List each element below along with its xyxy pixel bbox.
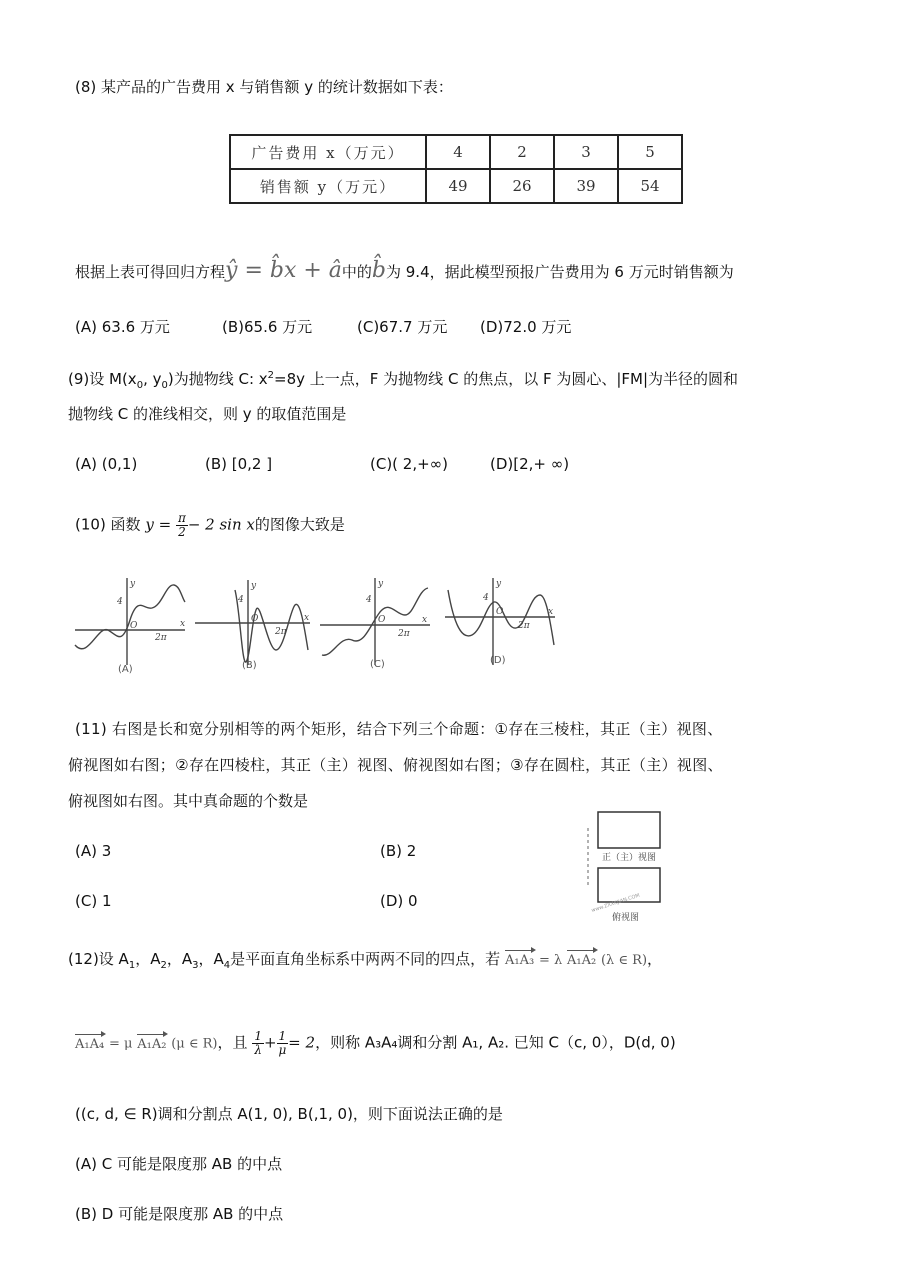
graph-b-origin: O	[251, 614, 259, 624]
q12-line1: (12)设 $A_1$，$A_2$，$A_3$，$A_4$是平面直角坐标系中两两不同的四点，若 A₁A₃ = λ A₁A₂ (λ ∈ R)，	[68, 950, 663, 971]
graph-d-y-label: y	[496, 579, 502, 589]
q11-line1: (11) 右图是长和宽分别相等的两个矩形，结合下列三个命题：①存在三棱柱，其正（主）视图、	[75, 720, 723, 738]
graph-a-origin: O	[130, 621, 138, 631]
graph-d-twopi: 2π	[518, 621, 530, 631]
subscript: 0	[136, 380, 144, 391]
q9-option-a: (A) (0,1)	[75, 455, 138, 473]
pi-over-2-fraction	[176, 512, 188, 538]
graph-d-caption: (D)	[490, 655, 506, 666]
graph-a-y-label: y	[130, 579, 136, 589]
graph-b-curve	[235, 590, 308, 662]
graph-c-x-label: x	[422, 615, 428, 625]
subscript: 3	[192, 960, 199, 971]
graph-b-x-label: x	[304, 613, 310, 623]
q11-option-c: (C) 1	[75, 892, 112, 910]
text-span: ，	[135, 950, 151, 968]
q11-view-figure	[582, 808, 672, 928]
text-span: =8y 上一点，F 为抛物线 C 的焦点，以 F 为圆心、|FM|为半径的圆和	[274, 370, 739, 388]
text-span: ，	[647, 950, 663, 968]
q12-line2: A₁A₄ = μ A₁A₂ (μ ∈ R)，且 $\frac{1}{\lambda}$ + $\frac{1}{\mu}$ = 2，则称 A₃A₄调和分割 A₁, A₂. 已知 C（c, 0），D(d, 0)	[75, 1029, 676, 1057]
q12-line3: ((c, d, ∈ R)调和分割点 A(1, 0), B(,1, 0)，则下面说法正确的是	[75, 1105, 503, 1123]
graph-a-four: 4	[117, 597, 123, 607]
q10-graphs	[70, 570, 560, 675]
graph-c-origin: O	[378, 615, 386, 625]
q11-option-b: (B) 2	[380, 842, 417, 860]
subscript: 0	[161, 380, 168, 391]
vector-a1a2: A₁A₂	[567, 953, 597, 968]
fraction-numerator: 1	[278, 1029, 287, 1043]
math-text: = λ	[538, 953, 563, 968]
table-cell: 49	[426, 169, 490, 203]
text-span: 中的	[341, 263, 372, 281]
q10-stem	[75, 512, 345, 538]
q8-option-c: (C)67.7 万元	[357, 318, 448, 336]
q8-option-b: (B)65.6 万元	[222, 318, 313, 336]
graph-a-curve	[75, 585, 185, 649]
q9-option-b: (B) [0,2 ]	[205, 455, 273, 473]
q11-line2: 俯视图如右图；②存在四棱柱，其正（主）视图、俯视图如右图；③存在圆柱，其正（主）视图、	[68, 756, 723, 774]
text-span: (9)设 M(x	[68, 370, 137, 388]
graph-b-y-label: y	[251, 581, 257, 591]
one-over-mu	[277, 1030, 289, 1056]
text-span: 根据上表可得回归方程	[75, 263, 226, 281]
graph-c-y-label: y	[378, 579, 384, 589]
superscript: 2	[267, 370, 275, 381]
one-over-lambda	[252, 1030, 264, 1056]
top-view-label: 俯视图	[612, 913, 640, 923]
watermark-text: www.ZXXKJIAN.COM	[590, 892, 641, 914]
graph-b-twopi: 2π	[275, 627, 287, 637]
fraction-numerator: 1	[254, 1029, 262, 1043]
q11-option-a: (A) 3	[75, 842, 112, 860]
front-view-rect	[598, 812, 660, 848]
text-span: 是平面直角坐标系中两两不同的四点，若	[230, 950, 501, 968]
table-header-cell: 广告费用 x（万元）	[230, 135, 426, 169]
q12-option-a: (A) C 可能是限度那 AB 的中点	[75, 1155, 283, 1173]
text-span: ，且	[217, 1033, 248, 1052]
table-row	[230, 135, 682, 169]
math-text: = 2	[288, 1033, 316, 1052]
graph-b-four: 4	[238, 595, 244, 605]
math-text: (λ ∈ R)	[600, 953, 648, 968]
q9-option-c: (C)( 2,+∞)	[370, 455, 449, 473]
graph-c-twopi: 2π	[398, 629, 410, 639]
q8-option-d: (D)72.0 万元	[480, 318, 572, 336]
graph-d-four: 4	[483, 593, 489, 603]
text-span: ，则称 A₃A₄调和分割 A₁, A₂. 已知 C（c, 0），D(d, 0)	[315, 1033, 676, 1052]
table-cell: 3	[554, 135, 618, 169]
table-header-cell: 销售额 y（万元）	[230, 169, 426, 203]
graph-b-caption: (B)	[242, 660, 257, 671]
q11-line3: 俯视图如右图。其中真命题的个数是	[68, 792, 309, 810]
subscript: 1	[128, 960, 136, 971]
text-span: 为 9.4，据此模型预报广告费用为 6 万元时销售额为	[386, 263, 734, 281]
fraction-numerator: π	[177, 511, 186, 525]
graph-a-twopi: 2π	[155, 633, 167, 643]
table-cell: 39	[554, 169, 618, 203]
fraction-denominator: μ	[278, 1042, 287, 1057]
q9-line2: 抛物线 C 的准线相交，则 y 的取值范围是	[68, 405, 347, 423]
fraction-denominator: λ	[254, 1042, 262, 1057]
math-text: (μ ∈ R)	[171, 1036, 218, 1052]
graph-d-origin: O	[496, 607, 504, 617]
b-hat-symbol: b̂	[371, 258, 386, 283]
text-span: ，	[198, 950, 214, 968]
text-span: (10) 函数	[75, 515, 141, 534]
regression-equation: ŷ = b̂x + â	[225, 258, 342, 283]
q8-data-table	[229, 134, 683, 204]
math-text: y =	[145, 515, 172, 534]
table-cell: 26	[490, 169, 554, 203]
vector-a1a4: A₁A₄	[75, 1036, 105, 1052]
text-span: 的图像大致是	[254, 515, 345, 534]
text-span: )为抛物线 C: x	[167, 370, 268, 388]
graph-a-caption: (A)	[118, 664, 133, 675]
table-row	[230, 169, 682, 203]
q12-option-b: (B) D 可能是限度那 AB 的中点	[75, 1205, 284, 1223]
graph-d-x-label: x	[548, 607, 554, 617]
text-span: , y	[143, 370, 162, 388]
table-cell: 5	[618, 135, 682, 169]
table-cell: 54	[618, 169, 682, 203]
math-text: − 2 sin x	[187, 515, 255, 534]
vector-a1a2: A₁A₂	[137, 1036, 167, 1052]
table-cell: 2	[490, 135, 554, 169]
text-span: (12)设 A	[68, 950, 129, 968]
q11-option-d: (D) 0	[380, 892, 418, 910]
q8-option-a: (A) 63.6 万元	[75, 318, 170, 336]
math-text: = μ	[108, 1036, 133, 1052]
q8-stem: (8) 某产品的广告费用 x 与销售额 y 的统计数据如下表：	[75, 78, 453, 96]
q8-regression-line	[75, 258, 734, 284]
graph-c-caption: (C)	[370, 659, 385, 670]
vector-a1a3: A₁A₃	[504, 953, 535, 968]
subscript: 4	[223, 960, 231, 971]
q9-option-d: (D)[2,+ ∞)	[490, 455, 570, 473]
fraction-denominator: 2	[178, 524, 186, 539]
text-span: ，	[166, 950, 182, 968]
q9-line1	[68, 370, 738, 392]
graph-a-x-label: x	[180, 619, 186, 629]
graph-c-four: 4	[366, 595, 372, 605]
front-view-label: 正（主）视图	[602, 853, 657, 863]
subscript: 2	[160, 960, 167, 971]
table-cell: 4	[426, 135, 490, 169]
